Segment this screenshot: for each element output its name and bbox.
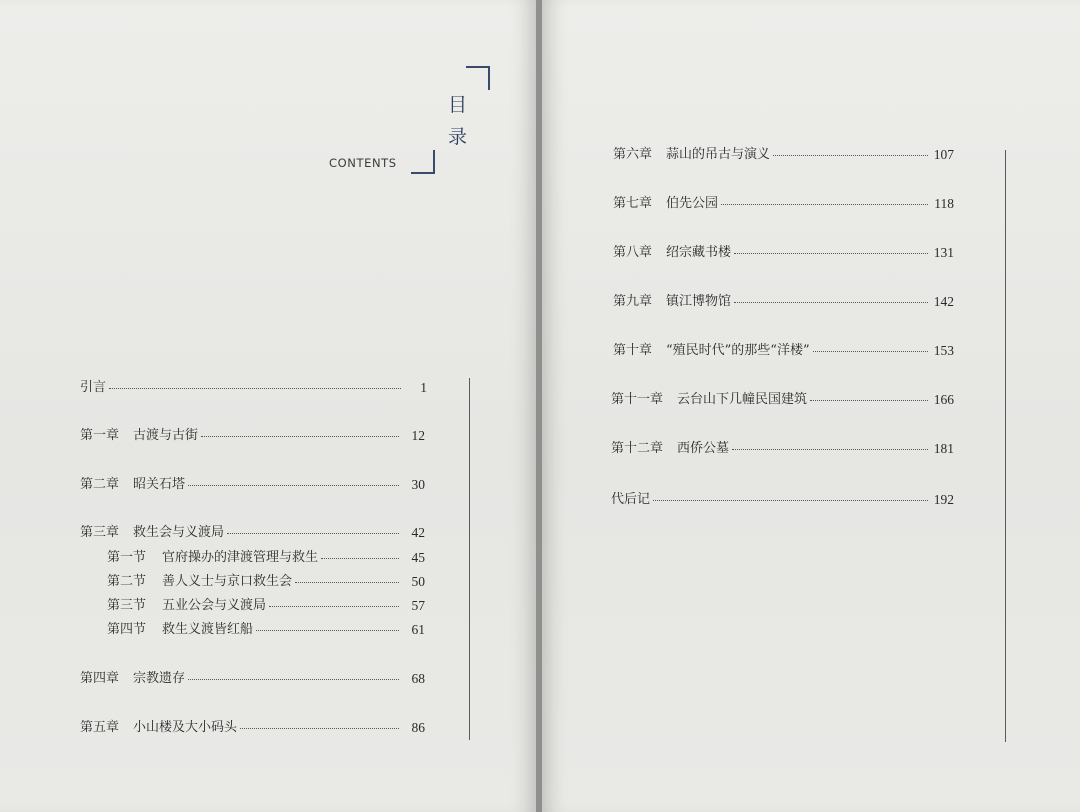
toc-entry-label: 第二节 — [107, 574, 147, 589]
leader-dots — [813, 342, 928, 352]
toc-entry-page: 45 — [411, 550, 425, 565]
toc-entry-page: 86 — [411, 720, 425, 735]
leader-dots — [734, 244, 928, 254]
toc-entry-section-1 — [107, 549, 425, 567]
leader-dots — [269, 597, 399, 607]
leader-dots — [773, 146, 928, 156]
toc-entry-label: 代后记 — [611, 492, 651, 507]
toc-entry-label: 第七章 — [613, 196, 653, 211]
leader-dots — [653, 491, 928, 501]
leader-dots — [227, 524, 399, 534]
leader-dots — [240, 719, 399, 729]
toc-entry-chapter-1 — [80, 427, 425, 445]
toc-entry-title: “殖民时代”的那些“洋楼” — [666, 343, 810, 358]
toc-entry-chapter-6 — [613, 146, 954, 164]
toc-title-char-2: 录 — [448, 126, 468, 148]
leader-dots — [109, 379, 401, 389]
corner-bracket-top — [466, 66, 490, 90]
toc-entry-page: 131 — [933, 245, 954, 260]
toc-entry-page: 12 — [411, 428, 425, 443]
toc-entry-chapter-2 — [80, 476, 425, 494]
leader-dots — [321, 549, 399, 559]
toc-entry-label: 第三节 — [107, 598, 147, 613]
toc-entry-label: 第九章 — [613, 294, 653, 309]
toc-entry-page: 166 — [933, 392, 954, 407]
toc-entry-page: 181 — [933, 441, 954, 456]
toc-subtitle: CONTENTS — [329, 156, 397, 170]
toc-entry-section-3 — [107, 597, 425, 615]
right-divider-line — [1005, 150, 1006, 742]
toc-entry-chapter-7 — [613, 195, 954, 213]
toc-entry-label: 引言 — [80, 380, 107, 395]
corner-bracket-bottom — [411, 150, 435, 174]
toc-entry-chapter-12 — [611, 440, 954, 458]
toc-entry-title: 官府操办的津渡管理与救生 — [162, 550, 319, 565]
toc-entry-title: 善人义士与京口救生会 — [162, 574, 293, 589]
toc-entry-chapter-11 — [611, 391, 954, 409]
toc-entry-title: 伯先公园 — [666, 196, 719, 211]
toc-entry-label: 第十章 — [613, 343, 653, 358]
toc-entry-page: 68 — [411, 671, 425, 686]
toc-entry-chapter-8 — [613, 244, 954, 262]
toc-entry-label: 第十一章 — [611, 392, 664, 407]
toc-entry-label: 第八章 — [613, 245, 653, 260]
toc-entry-intro — [80, 379, 427, 397]
toc-entry-title: 救生义渡皆红船 — [162, 622, 254, 637]
toc-title-char-1: 目 — [448, 94, 468, 116]
toc-entry-title: 镇江博物馆 — [666, 294, 732, 309]
toc-entry-title: 西侨公墓 — [677, 441, 730, 456]
toc-entry-page: 107 — [933, 147, 954, 162]
toc-entry-label: 第一章 — [80, 428, 120, 443]
toc-entry-label: 第十二章 — [611, 441, 664, 456]
toc-entry-page: 57 — [411, 598, 425, 613]
toc-entry-label: 第三章 — [80, 525, 120, 540]
toc-entry-page: 42 — [411, 525, 425, 540]
leader-dots — [188, 476, 399, 486]
toc-entry-page: 153 — [933, 343, 954, 358]
toc-entry-label: 第六章 — [613, 147, 653, 162]
toc-entry-page: 118 — [934, 196, 954, 211]
toc-entry-section-2 — [107, 573, 425, 591]
toc-entry-title: 绍宗藏书楼 — [666, 245, 732, 260]
leader-dots — [256, 621, 399, 631]
toc-entry-label: 第一节 — [107, 550, 147, 565]
toc-entry-title: 蒜山的吊古与演义 — [666, 147, 771, 162]
toc-entry-title: 五业公会与义渡局 — [162, 598, 267, 613]
toc-entry-title: 云台山下几幢民国建筑 — [677, 392, 808, 407]
leader-dots — [188, 670, 399, 680]
toc-entry-chapter-5 — [80, 719, 425, 737]
leader-dots — [732, 440, 928, 450]
toc-entry-page: 192 — [933, 492, 954, 507]
toc-entry-section-4 — [107, 621, 425, 639]
toc-entry-page: 30 — [411, 477, 425, 492]
toc-entry-title: 昭关石塔 — [133, 477, 186, 492]
toc-entry-label: 第四节 — [107, 622, 147, 637]
toc-entry-title: 宗教遗存 — [133, 671, 186, 686]
toc-entry-chapter-9 — [613, 293, 954, 311]
leader-dots — [810, 391, 928, 401]
toc-entry-title: 小山楼及大小码头 — [133, 720, 238, 735]
toc-entry-label: 第二章 — [80, 477, 120, 492]
leader-dots — [201, 427, 399, 437]
leader-dots — [295, 573, 399, 583]
toc-entry-page: 50 — [411, 574, 425, 589]
toc-entry-title: 古渡与古街 — [133, 428, 199, 443]
toc-entry-chapter-4 — [80, 670, 425, 688]
toc-entry-page: 142 — [933, 294, 954, 309]
toc-entry-chapter-3 — [80, 524, 425, 542]
toc-entry-label: 第五章 — [80, 720, 120, 735]
leader-dots — [734, 293, 928, 303]
left-divider-line — [469, 378, 470, 740]
toc-entry-chapter-10 — [613, 342, 954, 360]
toc-entry-title: 救生会与义渡局 — [133, 525, 225, 540]
toc-entry-page: 1 — [420, 380, 427, 395]
toc-entry-page: 61 — [411, 622, 425, 637]
toc-entry-label: 第四章 — [80, 671, 120, 686]
leader-dots — [721, 195, 928, 205]
toc-entry-afterword — [611, 491, 954, 509]
